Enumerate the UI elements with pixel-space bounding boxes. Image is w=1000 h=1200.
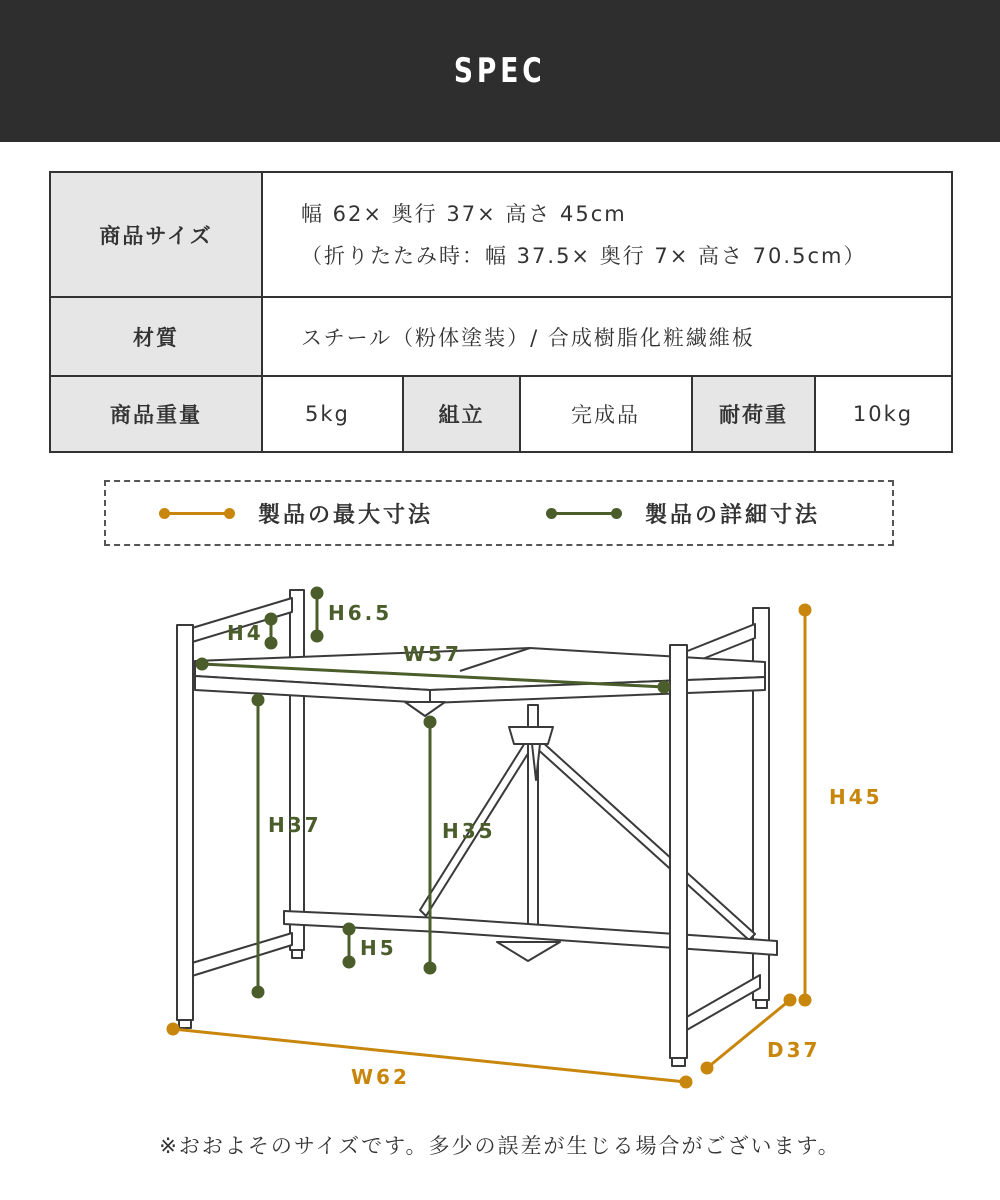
size-label: 商品サイズ xyxy=(50,172,262,297)
label-w62: W62 xyxy=(351,1065,410,1089)
h45-dot-bottom xyxy=(800,995,810,1005)
d37-dot-back xyxy=(785,995,795,1005)
h4-dot-bottom xyxy=(266,638,276,648)
legend-item-detail xyxy=(549,482,820,544)
legend-max-label: 製品の最大寸法 xyxy=(258,502,434,528)
d37-dot-front xyxy=(702,1063,712,1073)
foot-back-right xyxy=(756,1000,767,1008)
dimension-legend xyxy=(104,480,894,546)
center-hinge xyxy=(509,727,553,744)
h35-dot-top xyxy=(425,717,435,727)
w62-dot-right xyxy=(681,1077,691,1087)
foot-front-right xyxy=(672,1058,685,1066)
w57-dot-right xyxy=(659,682,669,692)
left-bottom-rail xyxy=(192,933,292,976)
material-value: スチール（粉体塗装）/ 合成樹脂化粧繊維板 xyxy=(262,297,952,376)
brace-right xyxy=(534,740,755,940)
material-label: 材質 xyxy=(50,297,262,376)
h45-dot-top xyxy=(800,605,810,615)
spec-table xyxy=(49,171,953,453)
legend-detail-label: 製品の詳細寸法 xyxy=(645,502,821,528)
h37-dot-top xyxy=(253,695,263,705)
right-bottom-rail xyxy=(685,975,760,1031)
assembly-value: 完成品 xyxy=(520,376,692,452)
back-left-post xyxy=(290,590,304,950)
load-value: 10kg xyxy=(815,376,952,452)
h6-5-dot-top xyxy=(312,588,322,598)
label-h45: H45 xyxy=(829,785,883,809)
h4-dot-top xyxy=(266,614,276,624)
spec-row-size xyxy=(50,172,952,297)
size-value-line-1: 幅 62× 奥行 37× 高さ 45cm xyxy=(301,201,627,226)
label-h6-5: H6.5 xyxy=(328,601,393,625)
size-value xyxy=(262,172,952,297)
foot-back-left xyxy=(292,950,302,958)
w57-dot-left xyxy=(197,659,207,669)
spec-row-material xyxy=(50,297,952,376)
h37-dot-bottom xyxy=(253,987,263,997)
h35-dot-bottom xyxy=(425,963,435,973)
w62-dot-left xyxy=(168,1024,178,1034)
label-h35: H35 xyxy=(442,819,496,843)
header-bar xyxy=(0,0,1000,142)
label-h37: H37 xyxy=(268,813,322,837)
spec-row-weight xyxy=(50,376,952,452)
w62-line xyxy=(173,1029,686,1082)
approximate-size-note: ※おおよそのサイズです。多少の誤差が生じる場合がございます。 xyxy=(159,1134,841,1158)
front-left-post xyxy=(177,625,193,1020)
foot-front-left xyxy=(179,1020,191,1028)
h5-dot-top xyxy=(344,924,354,934)
assembly-label: 組立 xyxy=(403,376,520,452)
h6-5-dot-bottom xyxy=(312,631,322,641)
weight-label: 商品重量 xyxy=(50,376,262,452)
rack-dimension-diagram xyxy=(0,560,1000,1120)
label-h5: H5 xyxy=(360,936,397,960)
bottom-hinge xyxy=(497,942,560,961)
load-label: 耐荷重 xyxy=(692,376,815,452)
page-title: SPEC xyxy=(454,51,546,91)
label-w57: W57 xyxy=(403,642,462,666)
legend-item-max xyxy=(162,482,433,544)
h5-dot-bottom xyxy=(344,957,354,967)
shelf-bracket xyxy=(405,702,445,716)
weight-value: 5kg xyxy=(262,376,403,452)
label-h4: H4 xyxy=(227,621,264,645)
detail-dimension-line-icon xyxy=(549,512,619,515)
front-right-post xyxy=(670,645,687,1058)
max-dimension-line-icon xyxy=(162,512,232,515)
size-value-line-2: （折りたたみ時：幅 37.5× 奥行 7× 高さ 70.5cm） xyxy=(301,243,867,268)
label-d37: D37 xyxy=(767,1038,821,1062)
